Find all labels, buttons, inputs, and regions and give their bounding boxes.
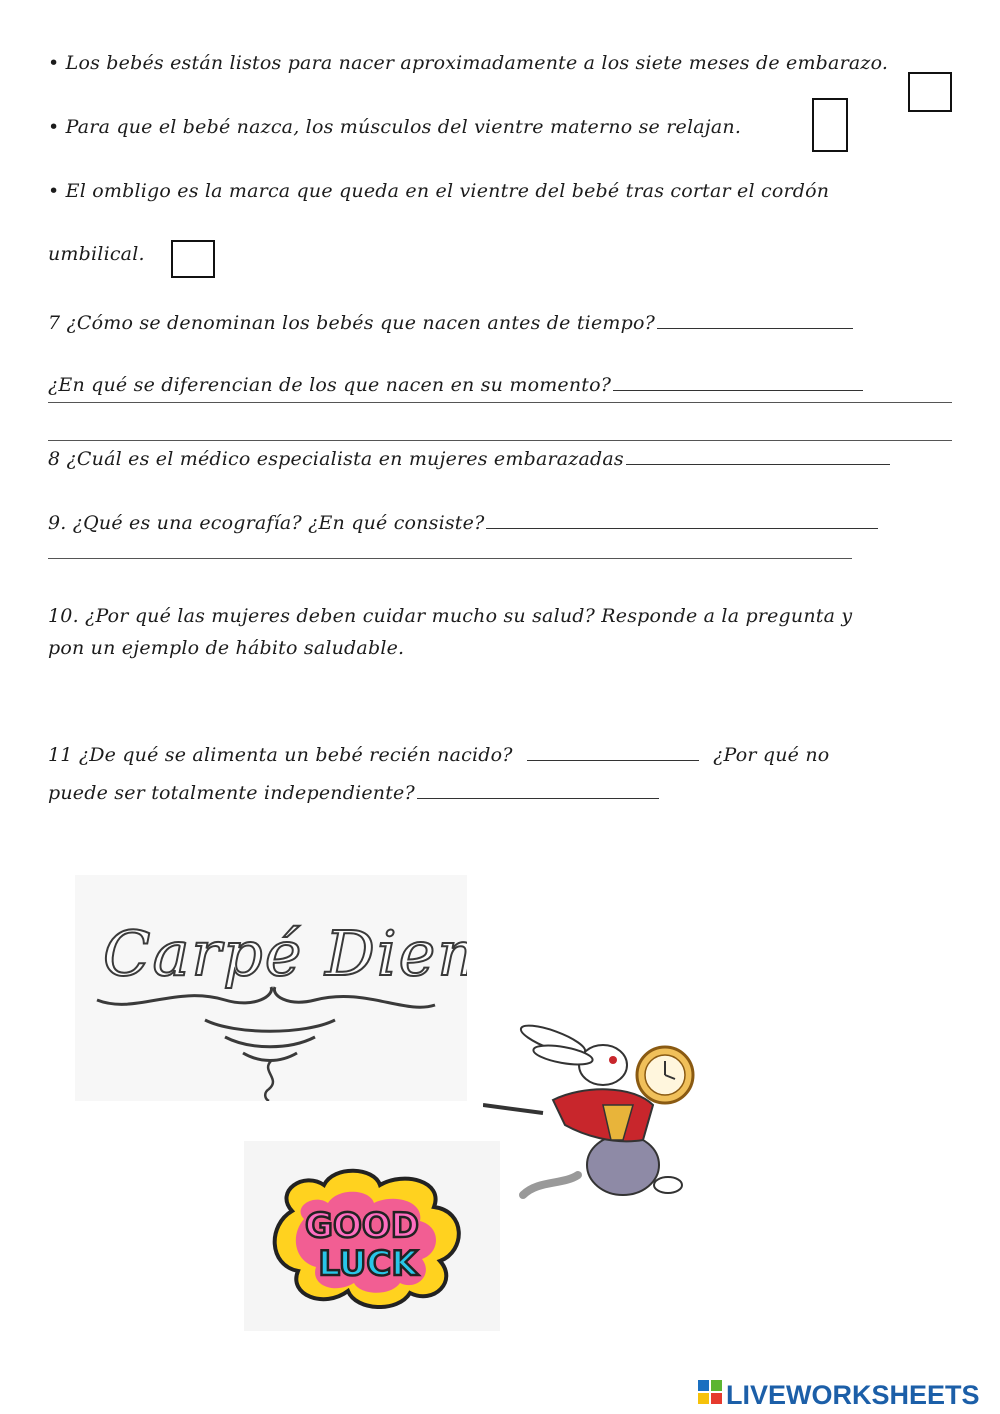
question-10a: 10. ¿Por qué las mujeres deben cuidar mucho su salud? Responde a la pregunta y [48,605,853,627]
question-10b: pon un ejemplo de hábito saludable. [48,637,405,659]
answer-line-7b-2[interactable] [48,440,952,441]
statement-1: • Los bebés están listos para nacer aproximadamente a los siete meses de embarazo. [48,52,889,74]
rabbit-foot [654,1177,682,1193]
good-luck-drawing [244,1141,500,1331]
carpe-diem-drawing [75,875,467,1101]
white-rabbit-drawing [483,1005,701,1230]
logo-square-red [711,1393,722,1404]
answer-box-1[interactable] [908,72,952,112]
flourish-tail [265,1061,273,1101]
answer-box-2[interactable] [812,98,848,152]
logo-square-green [711,1380,722,1391]
question-11c [48,780,659,804]
logo-square-blue [698,1380,709,1391]
good-luck-image [244,1141,500,1331]
question-7b [48,372,863,396]
logo-text: LIVEWORKSHEETS [726,1380,980,1410]
question-8-text: 8 ¿Cuál es el médico especialista en mujeres embarazadas [48,448,624,470]
answer-blank-11c[interactable] [417,780,659,799]
rabbit-eye [609,1056,617,1064]
rabbit-jacket [553,1089,653,1141]
carpe-diem-text: Carpé Diem [103,917,467,990]
liveworksheets-logo-mark [696,1376,996,1410]
white-rabbit-image [483,1005,701,1230]
answer-line-7b-1[interactable] [48,402,952,403]
answer-blank-11a[interactable] [527,742,699,761]
question-7b-text: ¿En qué se diferencian de los que nacen en su momento? [48,374,612,396]
rabbit-umbrella [483,1105,543,1113]
question-9 [48,510,878,534]
question-11b-text: ¿Por qué no [713,744,830,766]
question-9-text: 9. ¿Qué es una ecografía? ¿En qué consiste? [48,512,485,534]
flourish-right [274,987,435,1007]
answer-blank-7a[interactable] [657,310,853,329]
statement-3: • El ombligo es la marca que queda en el vientre del bebé tras cortar el cordón [48,180,830,202]
question-7a [48,310,853,334]
logo-square-yellow [698,1393,709,1404]
question-11a-text: 11 ¿De qué se alimenta un bebé recién nacido? [48,744,513,766]
good-text: GOOD [305,1206,419,1246]
question-11c-text: puede ser totalmente independiente? [48,782,415,804]
luck-text: LUCK [318,1244,418,1284]
statement-3-cont: umbilical. [48,243,145,265]
statement-2: • Para que el bebé nazca, los músculos del vientre materno se relajan. [48,116,742,138]
answer-blank-7b[interactable] [613,372,863,391]
answer-blank-8[interactable] [626,446,890,465]
answer-box-3[interactable] [171,240,215,278]
carpe-diem-image [75,875,467,1101]
answer-line-9[interactable] [48,558,852,559]
flourish-swirls [205,1020,335,1061]
question-7a-text: 7 ¿Cómo se denominan los bebés que nacen antes de tiempo? [48,312,655,334]
liveworksheets-logo[interactable] [696,1376,996,1410]
rabbit-leg [523,1175,578,1195]
question-11a [48,742,829,766]
answer-blank-9[interactable] [486,510,878,529]
rabbit-body [587,1135,659,1195]
rabbit-head [579,1045,627,1085]
question-8 [48,446,890,470]
